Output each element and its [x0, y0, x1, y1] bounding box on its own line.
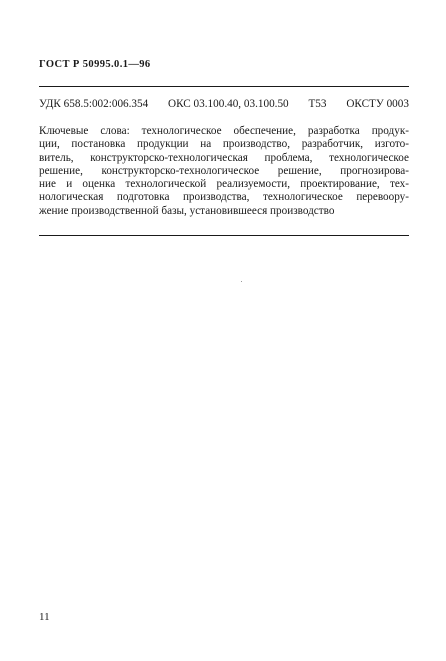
keywords-line: жение производственной базы, установившееся производство	[39, 204, 335, 217]
keywords-line: решение, конструкторско-технологическое решение, прогнозирова-	[39, 164, 409, 177]
keywords-line: витель, конструкторско-технологическая проблема, технологическое	[39, 151, 409, 164]
okstu-code: ОКСТУ 0003	[346, 98, 409, 110]
udk-code: УДК 658.5:002:006.354	[39, 98, 149, 110]
classification-codes	[39, 98, 409, 110]
page-number: 11	[39, 611, 50, 623]
group-code: Т53	[308, 98, 327, 110]
scan-speck	[241, 281, 242, 282]
oks-code: ОКС 03.100.40, 03.100.50	[168, 98, 289, 110]
keywords-line: ние и оценка технологической реализуемости, проектирование, тех-	[39, 178, 409, 191]
keywords-line: Ключевые слова: технологическое обеспечение, разработка продук-	[39, 125, 409, 137]
top-divider	[39, 86, 409, 87]
keywords-paragraph	[39, 125, 409, 218]
bottom-divider	[39, 235, 409, 236]
keywords-line: нологическая подготовка производства, технологическое перевоору-	[39, 191, 409, 204]
document-header: ГОСТ Р 50995.0.1—96	[39, 59, 151, 70]
keywords-line: ции, постановка продукции на производство, разработчик, изгото-	[39, 138, 409, 151]
